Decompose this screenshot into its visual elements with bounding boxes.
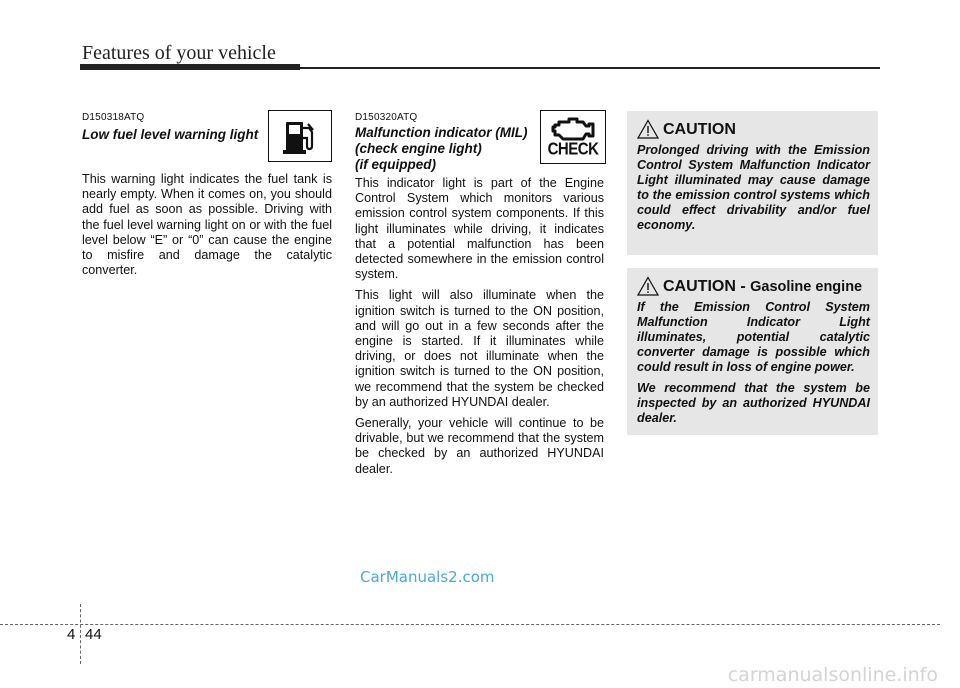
footer-rule — [0, 624, 940, 625]
heading-line: (check engine light) — [355, 141, 482, 156]
header-rule-thin — [80, 67, 880, 69]
paragraph-text: If the Emission Control System Malfunction Indicator Light illuminates, potential catalytic converter damage is possible which could result in loss of engine power. — [637, 300, 870, 374]
fuel-warning-paragraph — [82, 172, 332, 284]
caution-box — [627, 268, 878, 435]
caution-text — [637, 300, 870, 432]
heading-line: Malfunction indicator (MIL) — [355, 125, 528, 140]
caution-subtitle: Gasoline engine — [750, 279, 863, 295]
chapter-number: 4 — [67, 626, 76, 643]
footer-divider — [80, 604, 81, 664]
check-engine-icon — [540, 110, 606, 164]
check-label: CHECK — [547, 139, 599, 160]
footer-watermark: carmanualsonline.info — [727, 664, 938, 686]
paragraph-text: This light will also illuminate when the ignition switch is turned to the ON position, and will go out in a few seconds after the engine is started. If it illuminates while driving, or does not illuminate when the ignition switch is turned to the ON position, we recommend that the system be checked by an authorized HYUNDAI dealer. — [355, 288, 604, 409]
heading-line: (if equipped) — [355, 157, 436, 172]
paragraph-text: This indicator light is part of the Engine Control System which monitors various emission control system components. If this light illuminates while driving, it indicates that a potential malfunction has been detected somewhere in the emission control system. — [355, 176, 604, 282]
page-header-title: Features of your vehicle — [82, 42, 276, 64]
paragraph-text: Generally, your vehicle will continue to be drivable, but we recommend that the system be checked by an authorized HYUNDAI dealer. — [355, 416, 604, 476]
caution-title: CAUTION — [663, 121, 736, 138]
warning-triangle-icon — [637, 119, 659, 139]
page-number: 44 — [85, 626, 102, 643]
paragraph-text: This warning light indicates the fuel tank is nearly empty. When it comes on, you should add fuel as soon as possible. Driving with the fuel level warning light on or with the fuel level below “E” or “0” can cause the engine to misfire and damage the catalytic converter. — [82, 172, 332, 278]
warning-triangle-icon — [637, 276, 659, 296]
mil-paragraphs — [355, 176, 604, 483]
fuel-pump-icon — [268, 110, 332, 162]
engine-icon — [551, 116, 595, 142]
caution-box — [627, 111, 878, 255]
section-heading — [355, 125, 527, 173]
watermark-link[interactable]: CarManuals2.com — [360, 568, 495, 586]
caution-title — [663, 278, 862, 296]
section-heading: Low fuel level warning light — [82, 127, 259, 142]
section-code: D150320ATQ — [355, 112, 418, 123]
section-code: D150318ATQ — [82, 112, 145, 123]
paragraph-text: We recommend that the system be inspected by an authorized HYUNDAI dealer. — [637, 381, 870, 425]
caution-title-main: CAUTION - — [663, 278, 746, 295]
caution-text — [637, 143, 870, 239]
paragraph-text: Prolonged driving with the Emission Control System Malfunction Indicator Light illuminated may cause damage to the emission control systems which could effect drivability and/or fuel economy. — [637, 143, 870, 232]
